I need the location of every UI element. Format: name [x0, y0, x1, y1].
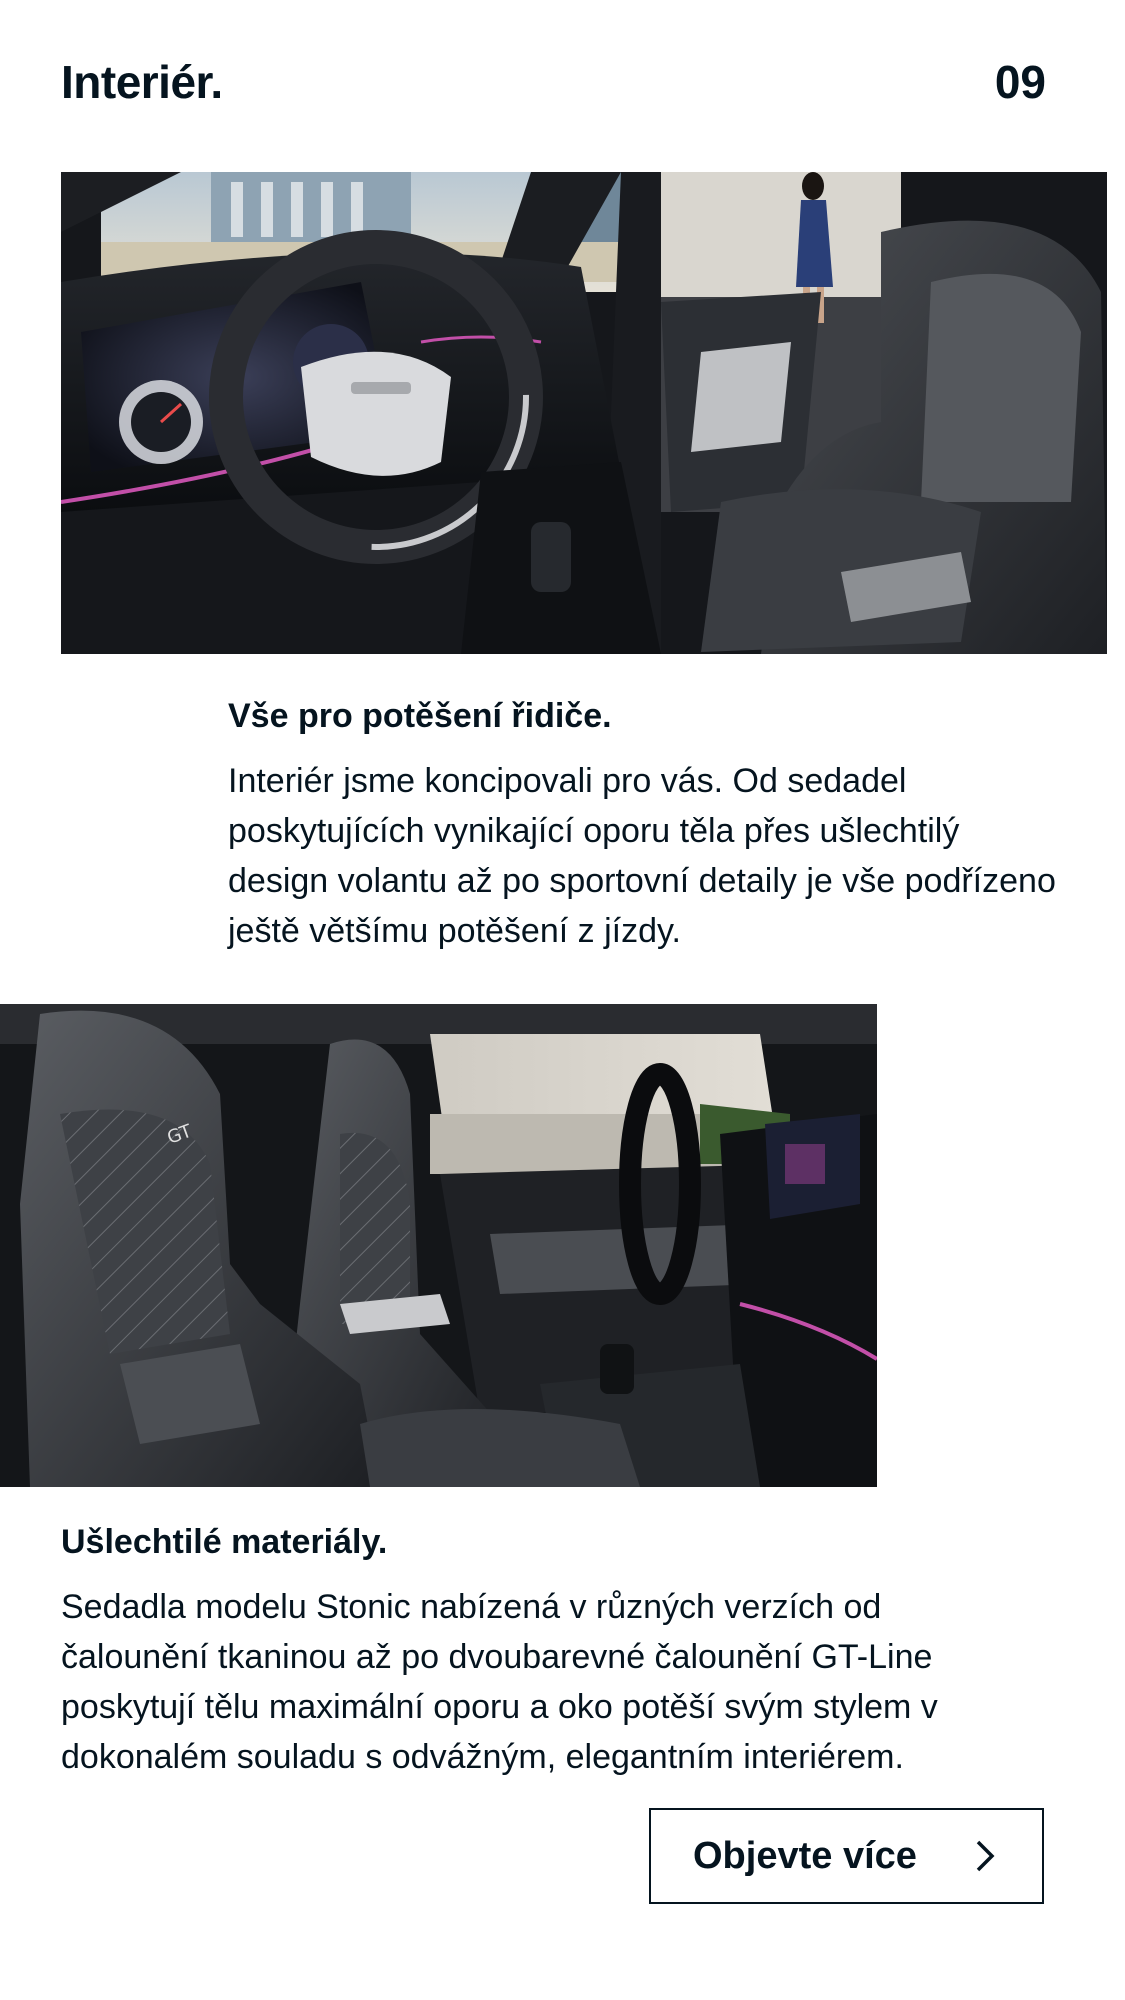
page-number: 09 — [994, 56, 1046, 108]
section-body-materials: Sedadla modelu Stonic nabízená v různých verzích od čalounění tkaninou až po dvoubarevné čalounění GT-Line poskytují tělu maximální oporu a oko potěší svým stylem v dokonalém souladu s odvážným, elegantním interiérem. — [61, 1588, 938, 1776]
gt-emblem: GT — [164, 1120, 195, 1149]
dashboard-interior-illustration — [61, 172, 1107, 654]
dashboard-interior-photo — [61, 172, 1107, 654]
discover-more-label: Objevte více — [693, 1834, 917, 1877]
page-title: Interiér. — [61, 56, 223, 108]
chevron-right-icon — [972, 1839, 998, 1873]
seats-interior-illustration — [0, 1004, 877, 1487]
section-body-driver-pleasure: Interiér jsme koncipovali pro vás. Od sedadel poskytujících vynikající oporu těla přes ušlechtilý design volantu až po sportovní detaily je vše podřízeno ještě většímu potěšení z jízdy. — [228, 762, 1056, 950]
section-heading-materials: Ušlechtilé materiály. — [61, 1523, 388, 1561]
discover-more-button[interactable] — [649, 1808, 1044, 1904]
section-heading-driver-pleasure: Vše pro potěšení řidiče. — [228, 697, 612, 735]
seats-interior-photo — [0, 1004, 877, 1487]
